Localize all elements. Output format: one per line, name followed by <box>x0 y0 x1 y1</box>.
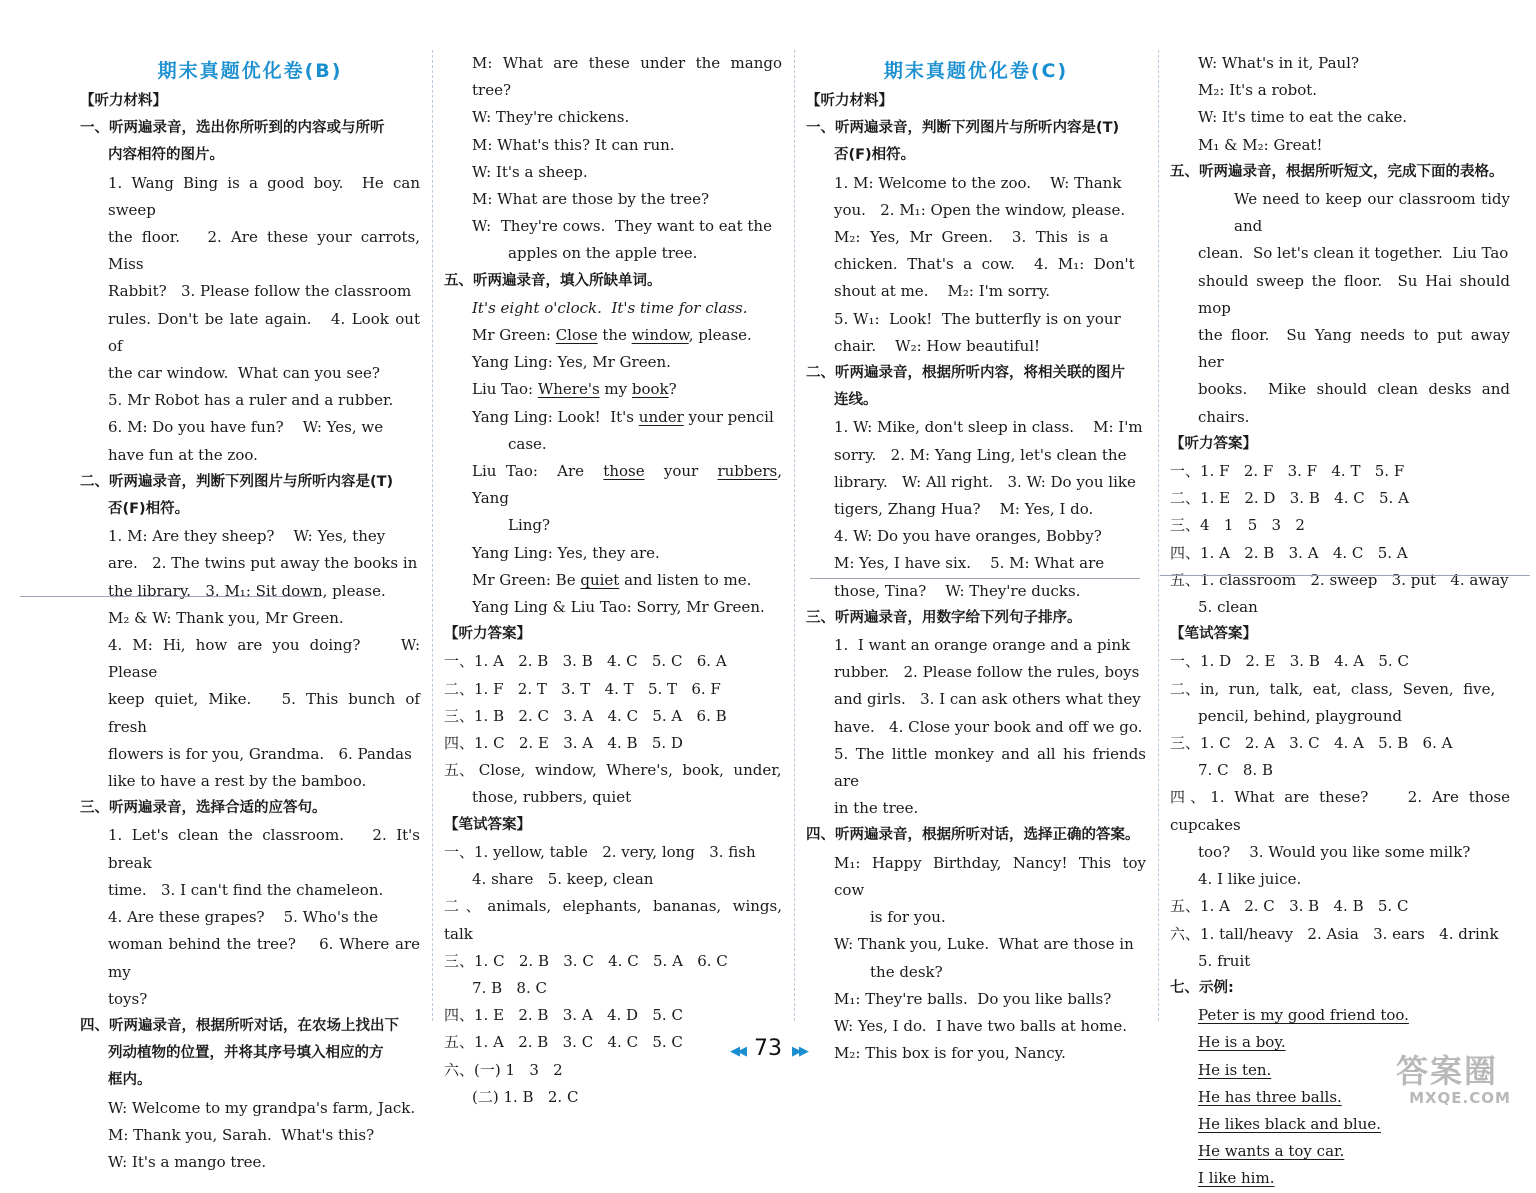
text-line: M₂ & W: Thank you, Mr Green. <box>108 608 344 627</box>
text-line: are. 2. The twins put away the books in <box>108 554 418 573</box>
text-line <box>444 458 792 512</box>
text-line: books. Mike should clean desks and chairs. <box>1198 380 1515 426</box>
text-segment: your pencil <box>683 407 774 426</box>
text-line: M: Yes, I have six. 5. M: What are <box>834 554 1105 573</box>
text-line: 三、1. B 2. C 3. A 4. C 5. A 6. B <box>444 706 727 725</box>
text-line: 四、1. C 2. E 3. A 4. B 5. D <box>444 734 683 753</box>
text-line: like to have a rest by the bamboo. <box>108 772 367 791</box>
section-heading: 否(F)相符。 <box>108 501 190 518</box>
text-line: woman behind the tree? 6. Where are my <box>108 935 425 981</box>
example-sentence: He is ten. <box>1198 1060 1272 1079</box>
double-right-arrow-icon: ▶▶ <box>792 1044 806 1059</box>
section-heading: 框内。 <box>108 1072 152 1089</box>
column-divider <box>1158 50 1159 1021</box>
text-line: W: It's a sheep. <box>472 162 588 181</box>
text-line: M₂: It's a robot. <box>1198 81 1318 100</box>
text-line: 6. M: Do you have fun? W: Yes, we <box>108 418 384 437</box>
text-line: M₂: Yes, Mr Green. 3. This is a <box>834 228 1109 247</box>
text-line: the floor. Su Yang needs to put away her <box>1198 326 1515 372</box>
text-line: 三、1. C 2. B 3. C 4. C 5. A 6. C <box>444 951 728 970</box>
double-left-arrow-icon: ◀◀ <box>730 1044 744 1059</box>
text-line: 4. Are these grapes? 5. Who's the <box>108 908 378 927</box>
watermark-url: MXQE.COM <box>1409 1089 1511 1107</box>
watermark-logo <box>1396 1052 1524 1110</box>
text-line: 五、 Close, window, Where's, book, under, <box>444 761 782 780</box>
text-line: should sweep the floor. Su Hai should mop <box>1198 271 1515 317</box>
filled-blank: Where's <box>537 380 600 399</box>
text-line: Ling? <box>508 516 551 535</box>
text-segment: the <box>597 326 632 345</box>
text-line <box>1170 1002 1510 1029</box>
text-line: 五、1. classroom 2. sweep 3. put 4. away <box>1170 570 1509 589</box>
text-line: M₁: Happy Birthday, Nancy! This toy cow <box>834 853 1151 899</box>
text-line: 4. W: Do you have oranges, Bobby? <box>834 527 1102 546</box>
section-heading: 一、听两遍录音，选出你所听到的内容或与所听 <box>80 120 385 137</box>
text-line: too? 3. Would you like some milk? <box>1198 842 1471 861</box>
text-segment: Liu Tao: <box>472 380 538 399</box>
section-heading: 【听力材料】 <box>806 93 893 109</box>
text-line <box>444 322 782 349</box>
section-heading: 【听力答案】 <box>444 626 531 643</box>
text-segment: Yang Ling: Look! It's <box>472 407 639 426</box>
text-line: flowers is for you, Grandma. 6. Pandas <box>108 744 412 763</box>
text-line: keep quiet, Mike. 5. This bunch of fresh <box>108 690 425 736</box>
text-line: W: They're chickens. <box>472 108 630 127</box>
section-heading: 三、听两遍录音，用数字给下列句子排序。 <box>806 609 1082 626</box>
text-line: 一、1. D 2. E 3. B 4. A 5. C <box>1170 652 1409 671</box>
text-line: shout at me. M₂: I'm sorry. <box>834 282 1051 301</box>
text-line: M₂: This box is for you, Nancy. <box>834 1044 1066 1063</box>
section-title: 期末真题优化卷(B) <box>157 60 343 82</box>
section-heading: 【听力答案】 <box>1170 435 1257 452</box>
text-line: M: What are these under the mango tree? <box>472 54 787 100</box>
column-2 <box>444 50 792 1111</box>
section-heading: 四、听两遍录音，根据所听对话，在农场上找出下 <box>80 1017 399 1034</box>
text-segment: Mr Green: Be <box>472 570 581 589</box>
text-line: 四、1. E 2. B 3. A 4. D 5. C <box>444 1006 683 1025</box>
text-line: Yang Ling & Liu Tao: Sorry, Mr Green. <box>472 598 765 617</box>
text-line: 三、4 1 5 3 2 <box>1170 516 1305 535</box>
example-sentence: He has three balls. <box>1198 1087 1342 1106</box>
text-line: M: What's this? It can run. <box>472 135 675 154</box>
text-line: W: What's in it, Paul? <box>1198 54 1360 72</box>
example-sentence: Peter is my good friend too. <box>1198 1006 1409 1025</box>
text-line <box>1170 1138 1510 1165</box>
scan-line <box>1160 575 1530 576</box>
example-sentence: He is a boy. <box>1198 1033 1286 1052</box>
text-segment: Liu Tao: Are <box>472 462 604 481</box>
text-line: pencil, behind, playground <box>1198 706 1402 725</box>
text-line: M₁ & M₂: Great! <box>1198 135 1323 154</box>
text-line: (二) 1. B 2. C <box>472 1087 579 1106</box>
section-heading: 否(F)相符。 <box>834 147 916 164</box>
watermark-text: 答案圈 <box>1396 1052 1499 1090</box>
text-line: 1. I want an orange orange and a pink <box>834 636 1131 655</box>
text-line: 5. fruit <box>1198 951 1251 970</box>
column-divider <box>794 50 795 1021</box>
text-line: chicken. That's a cow. 4. M₁: Don't <box>834 255 1135 274</box>
text-line: M: What are those by the tree? <box>472 190 709 209</box>
text-line: you. 2. M₁: Open the window, please. <box>834 200 1126 219</box>
text-line: 7. B 8. C <box>472 978 547 997</box>
text-line: 4. share 5. keep, clean <box>472 870 654 889</box>
text-line: Yang Ling: Yes, Mr Green. <box>472 353 671 372</box>
filled-blank: Close <box>555 326 598 345</box>
text-segment: your <box>644 462 718 481</box>
filled-blank: under <box>638 407 684 426</box>
text-line: 三、1. C 2. A 3. C 4. A 5. B 6. A <box>1170 734 1453 753</box>
filled-blank: book <box>631 380 669 399</box>
text-line: 1. M: Are they sheep? W: Yes, they <box>108 527 386 546</box>
italic-text: It's eight o'clock. It's time for class. <box>472 298 748 317</box>
text-segment: , Yang <box>472 462 792 508</box>
text-line: case. <box>508 434 547 453</box>
text-line: 四、1. A 2. B 3. A 4. C 5. A <box>1170 543 1408 562</box>
text-line: chair. W₂: How beautiful! <box>834 336 1041 355</box>
text-line: Yang Ling: Yes, they are. <box>472 543 660 562</box>
text-segment: ? <box>668 380 677 399</box>
text-line: 7. C 8. B <box>1198 761 1273 780</box>
section-heading: 【笔试答案】 <box>444 816 531 833</box>
text-line: 5. The little monkey and all his friends are <box>834 744 1151 791</box>
text-line <box>444 567 782 594</box>
section-title: 期末真题优化卷(C) <box>883 60 1069 82</box>
text-line <box>1170 1111 1510 1138</box>
page-number: 73 <box>754 1036 782 1061</box>
text-line: the car window. What can you see? <box>108 364 380 383</box>
filled-blank: rubbers <box>717 462 778 481</box>
filled-blank: those <box>603 462 645 481</box>
text-line: 六、1. tall/heavy 2. Asia 3. ears 4. drink <box>1170 924 1499 943</box>
example-sentence: He likes black and blue. <box>1198 1114 1382 1133</box>
text-line: 二、1. F 2. T 3. T 4. T 5. T 6. F <box>444 679 721 698</box>
text-line <box>1170 1165 1510 1192</box>
text-line: rubber. 2. Please follow the rules, boys <box>834 663 1140 682</box>
text-line: 5. clean <box>1198 598 1258 617</box>
text-line: rules. Don't be late again. 4. Look out of <box>108 309 425 355</box>
text-segment: and listen to me. <box>619 570 752 589</box>
column-4 <box>1170 50 1515 1193</box>
text-line: W: Welcome to my grandpa's farm, Jack. <box>108 1098 416 1117</box>
column-3 <box>806 50 1151 1067</box>
text-line: 1. W: Mike, don't sleep in class. M: I'm <box>834 418 1143 437</box>
text-line: W: They're cows. They want to eat the <box>472 217 772 236</box>
text-line: sorry. 2. M: Yang Ling, let's clean the <box>834 445 1127 464</box>
example-sentence: He wants a toy car. <box>1198 1142 1345 1161</box>
text-line: the library. 3. M₁: Sit down, please. <box>108 581 386 600</box>
example-sentence: I like him. <box>1198 1169 1275 1188</box>
page-footer <box>0 1036 1536 1061</box>
section-heading: 【笔试答案】 <box>1170 626 1257 643</box>
text-line: those, Tina? W: They're ducks. <box>834 581 1081 600</box>
text-segment: my <box>599 380 632 399</box>
text-line: M: Thank you, Sarah. What's this? <box>108 1125 375 1144</box>
filled-blank: quiet <box>580 570 620 589</box>
text-line: 1. Let's clean the classroom. 2. It's break <box>108 826 425 872</box>
text-line: tigers, Zhang Hua? M: Yes, I do. <box>834 500 1094 519</box>
text-line: 一、1. A 2. B 3. B 4. C 5. C 6. A <box>444 652 727 671</box>
column-divider <box>432 50 433 1021</box>
column-1 <box>80 50 425 1176</box>
text-line: the floor. 2. Are these your carrots, Miss <box>108 228 425 274</box>
text-line <box>444 295 782 322</box>
text-line: 5. W₁: Look! The butterfly is on your <box>834 309 1121 328</box>
section-heading: 二、听两遍录音，根据所听内容，将相关联的图片 <box>806 365 1125 382</box>
section-heading: 二、听两遍录音，判断下列图片与所听内容是(T) <box>80 473 394 490</box>
text-line: is for you. <box>870 908 946 927</box>
text-line <box>444 376 782 403</box>
text-line: W: It's a mango tree. <box>108 1152 267 1171</box>
text-line: We need to keep our classroom tidy and <box>1234 190 1515 236</box>
text-line: 四、1. What are these? 2. Are those cupcakes <box>1170 788 1515 834</box>
text-line: 五、1. A 2. C 3. B 4. B 5. C <box>1170 897 1409 916</box>
section-heading: 连线。 <box>834 392 878 409</box>
section-heading: 列动植物的位置，并将其序号填入相应的方 <box>108 1045 384 1062</box>
text-segment: Mr Green: <box>472 326 556 345</box>
text-line: Rabbit? 3. Please follow the classroom <box>108 282 412 301</box>
text-line: 六、(一) 1 3 2 <box>444 1060 563 1079</box>
text-line: those, rubbers, quiet <box>472 788 632 807</box>
text-line: 二、in, run, talk, eat, class, Seven, five, <box>1170 679 1496 698</box>
section-heading: 一、听两遍录音，判断下列图片与所听内容是(T) <box>806 120 1120 137</box>
text-line: W: It's time to eat the cake. <box>1198 108 1408 127</box>
text-line: and girls. 3. I can ask others what they <box>834 690 1141 709</box>
section-heading: 五、听两遍录音，填入所缺单词。 <box>444 272 662 289</box>
text-line: 1. M: Welcome to the zoo. W: Thank <box>834 173 1122 192</box>
text-line: 二、1. E 2. D 3. B 4. C 5. A <box>1170 489 1409 508</box>
filled-blank: window <box>631 326 689 345</box>
text-line: have fun at the zoo. <box>108 445 258 464</box>
text-line: 一、1. yellow, table 2. very, long 3. fish <box>444 842 756 861</box>
text-line: in the tree. <box>834 799 919 818</box>
text-line: 二、animals, elephants, bananas, wings, talk <box>444 897 787 943</box>
text-line: W: Thank you, Luke. What are those in <box>834 935 1134 954</box>
text-line: 4. I like juice. <box>1198 870 1302 889</box>
section-heading: 四、听两遍录音，根据所听对话，选择正确的答案。 <box>806 827 1140 844</box>
text-line: 4. M: Hi, how are you doing? W: Please <box>108 636 425 682</box>
section-heading: 内容相符的图片。 <box>108 147 224 164</box>
text-line: toys? <box>108 989 148 1008</box>
scan-line <box>810 578 1140 579</box>
text-line: time. 3. I can't find the chameleon. <box>108 880 384 899</box>
section-heading: 七、示例: <box>1170 979 1234 996</box>
text-line: apples on the apple tree. <box>508 244 698 263</box>
text-line: 五、1. A 2. B 3. C 4. C 5. C <box>444 1033 683 1052</box>
text-line: clean. So let's clean it together. Liu Tao <box>1198 244 1509 263</box>
text-line: 1. Wang Bing is a good boy. He can sweep <box>108 173 425 219</box>
text-segment: , please. <box>688 326 752 345</box>
text-line: library. W: All right. 3. W: Do you like <box>834 472 1136 491</box>
section-heading: 三、听两遍录音，选择合适的应答句。 <box>80 800 327 817</box>
section-heading: 【听力材料】 <box>80 93 167 109</box>
section-heading: 五、听两遍录音，根据所听短文，完成下面的表格。 <box>1170 163 1504 180</box>
scan-line <box>20 596 320 597</box>
text-line: W: Yes, I do. I have two balls at home. <box>834 1016 1127 1035</box>
text-line: 一、1. F 2. F 3. F 4. T 5. F <box>1170 462 1405 481</box>
text-line: the desk? <box>870 962 943 981</box>
text-line: have. 4. Close your book and off we go. <box>834 717 1143 736</box>
text-line <box>444 404 782 431</box>
text-line: M₁: They're balls. Do you like balls? <box>834 989 1112 1008</box>
text-line: 5. Mr Robot has a ruler and a rubber. <box>108 391 394 410</box>
